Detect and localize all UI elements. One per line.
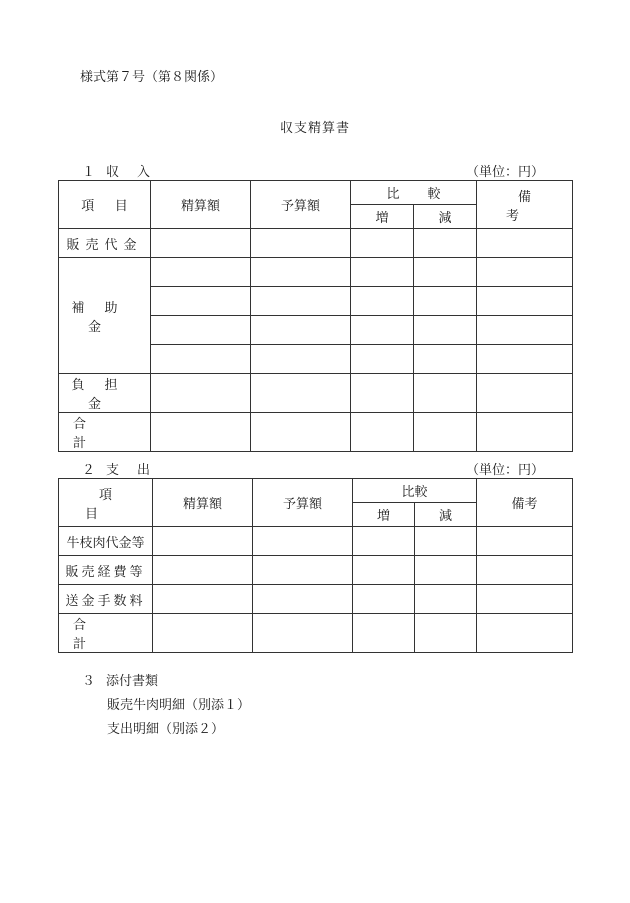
document-title: 収支精算書 (279, 121, 350, 136)
income-sales-settled-cell[interactable] (151, 229, 251, 258)
income-unit-label: （単位：円） (465, 165, 544, 180)
expense-sales-cost-settled-cell[interactable] (153, 556, 253, 585)
income-subsidy-budget-cell-1[interactable] (251, 258, 351, 287)
income-header-remarks (477, 181, 573, 229)
income-total-decrease-cell[interactable] (414, 413, 477, 452)
expense-row-transfer-fee-label (59, 585, 153, 614)
expense-table (58, 478, 573, 653)
expense-row-beef-label: 牛枝肉代金等 (59, 527, 153, 556)
income-subsidy-decrease-cell-1[interactable] (414, 258, 477, 287)
income-sales-increase-cell[interactable] (351, 229, 414, 258)
income-row-sales-text: 販売代金 (66, 237, 143, 253)
income-subsidy-settled-cell-1[interactable] (151, 258, 251, 287)
expense-header-settled: 精算額 (153, 479, 253, 527)
expense-transfer-fee-increase-cell[interactable] (353, 585, 415, 614)
income-subsidy-increase-cell-2[interactable] (351, 287, 414, 316)
income-header-budget: 予算額 (251, 181, 351, 229)
expense-sales-cost-increase-cell[interactable] (353, 556, 415, 585)
expense-sales-cost-remarks-cell[interactable] (477, 556, 573, 585)
expense-header-remarks: 備考 (477, 479, 573, 527)
income-row-subsidy-label (59, 258, 151, 374)
expense-sales-cost-budget-cell[interactable] (253, 556, 353, 585)
income-subsidy-decrease-cell-2[interactable] (414, 287, 477, 316)
income-row-total-label (59, 413, 151, 452)
expense-beef-increase-cell[interactable] (353, 527, 415, 556)
income-row-subsidy-text: 補助金 (71, 300, 138, 335)
income-row-burden-text: 負担金 (71, 378, 138, 412)
income-subsidy-remarks-cell-2[interactable] (477, 287, 573, 316)
income-subsidy-settled-cell-4[interactable] (151, 345, 251, 374)
income-sales-budget-cell[interactable] (251, 229, 351, 258)
expense-total-remarks-cell[interactable] (477, 614, 573, 653)
income-subsidy-remarks-cell-1[interactable] (477, 258, 573, 287)
income-row-sales-label (59, 229, 151, 258)
income-subsidy-budget-cell-3[interactable] (251, 316, 351, 345)
expense-header-decrease: 減 (415, 503, 477, 527)
income-total-remarks-cell[interactable] (477, 413, 573, 452)
attachments-section-number: ３ (82, 674, 96, 689)
expense-total-budget-cell[interactable] (253, 614, 353, 653)
income-header-comparison (351, 181, 477, 205)
expense-total-decrease-cell[interactable] (415, 614, 477, 653)
form-number: 様式第７号（第８関係） (80, 70, 224, 85)
income-subsidy-remarks-cell-3[interactable] (477, 316, 573, 345)
income-sales-remarks-cell[interactable] (477, 229, 573, 258)
expense-transfer-fee-budget-cell[interactable] (253, 585, 353, 614)
attachment-item: 支出明細（別添２） (107, 722, 225, 737)
expense-unit-label: （単位：円） (465, 463, 544, 478)
attachments-section-title (82, 670, 158, 689)
income-total-increase-cell[interactable] (351, 413, 414, 452)
income-subsidy-settled-cell-2[interactable] (151, 287, 251, 316)
expense-section-name: 支出 (106, 463, 169, 478)
expense-beef-budget-cell[interactable] (253, 527, 353, 556)
expense-row-total-text: 合計 (72, 618, 138, 652)
expense-section-title (82, 459, 168, 478)
income-subsidy-settled-cell-3[interactable] (151, 316, 251, 345)
income-burden-remarks-cell[interactable] (477, 374, 573, 413)
income-section-name: 収入 (106, 165, 169, 180)
expense-transfer-fee-settled-cell[interactable] (153, 585, 253, 614)
attachments-section-name: 添付書類 (106, 674, 159, 689)
income-total-budget-cell[interactable] (251, 413, 351, 452)
income-burden-decrease-cell[interactable] (414, 374, 477, 413)
income-header-increase: 増 (351, 205, 414, 229)
expense-transfer-fee-remarks-cell[interactable] (477, 585, 573, 614)
income-subsidy-remarks-cell-4[interactable] (477, 345, 573, 374)
expense-header-increase: 増 (353, 503, 415, 527)
income-header-settled: 精算額 (151, 181, 251, 229)
expense-beef-remarks-cell[interactable] (477, 527, 573, 556)
expense-header-item (59, 479, 153, 527)
income-table (58, 180, 573, 452)
income-subsidy-budget-cell-4[interactable] (251, 345, 351, 374)
income-burden-settled-cell[interactable] (151, 374, 251, 413)
expense-header-budget: 予算額 (253, 479, 353, 527)
expense-row-sales-cost-label (59, 556, 153, 585)
income-header-decrease: 減 (414, 205, 477, 229)
income-burden-increase-cell[interactable] (351, 374, 414, 413)
expense-transfer-fee-decrease-cell[interactable] (415, 585, 477, 614)
income-sales-decrease-cell[interactable] (414, 229, 477, 258)
expense-header-item-text: 項目 (84, 487, 140, 522)
income-header-comparison-text: 比較 (386, 187, 469, 202)
income-burden-budget-cell[interactable] (251, 374, 351, 413)
income-subsidy-decrease-cell-3[interactable] (414, 316, 477, 345)
expense-row-transfer-fee-text: 送金手数料 (65, 593, 146, 609)
income-section-title (82, 161, 168, 180)
income-section-number: １ (82, 165, 96, 180)
income-subsidy-increase-cell-4[interactable] (351, 345, 414, 374)
expense-sales-cost-decrease-cell[interactable] (415, 556, 477, 585)
expense-beef-settled-cell[interactable] (153, 527, 253, 556)
income-subsidy-increase-cell-1[interactable] (351, 258, 414, 287)
income-header-item (59, 181, 151, 229)
expense-total-settled-cell[interactable] (153, 614, 253, 653)
income-header-item-text: 項 目 (81, 199, 128, 214)
expense-header-comparison: 比較 (353, 479, 477, 503)
income-row-total-text: 合計 (72, 417, 136, 451)
expense-section-number: ２ (82, 463, 96, 478)
income-row-burden-label (59, 374, 151, 413)
expense-row-sales-cost-text: 販売経費等 (65, 564, 146, 580)
attachment-item: 販売牛肉明細（別添１） (107, 698, 251, 713)
income-subsidy-increase-cell-3[interactable] (351, 316, 414, 345)
income-subsidy-decrease-cell-4[interactable] (414, 345, 477, 374)
income-subsidy-budget-cell-2[interactable] (251, 287, 351, 316)
income-header-remarks-text: 備考 (506, 189, 556, 224)
expense-beef-decrease-cell[interactable] (415, 527, 477, 556)
income-total-settled-cell[interactable] (151, 413, 251, 452)
expense-row-total-label (59, 614, 153, 653)
expense-total-increase-cell[interactable] (353, 614, 415, 653)
